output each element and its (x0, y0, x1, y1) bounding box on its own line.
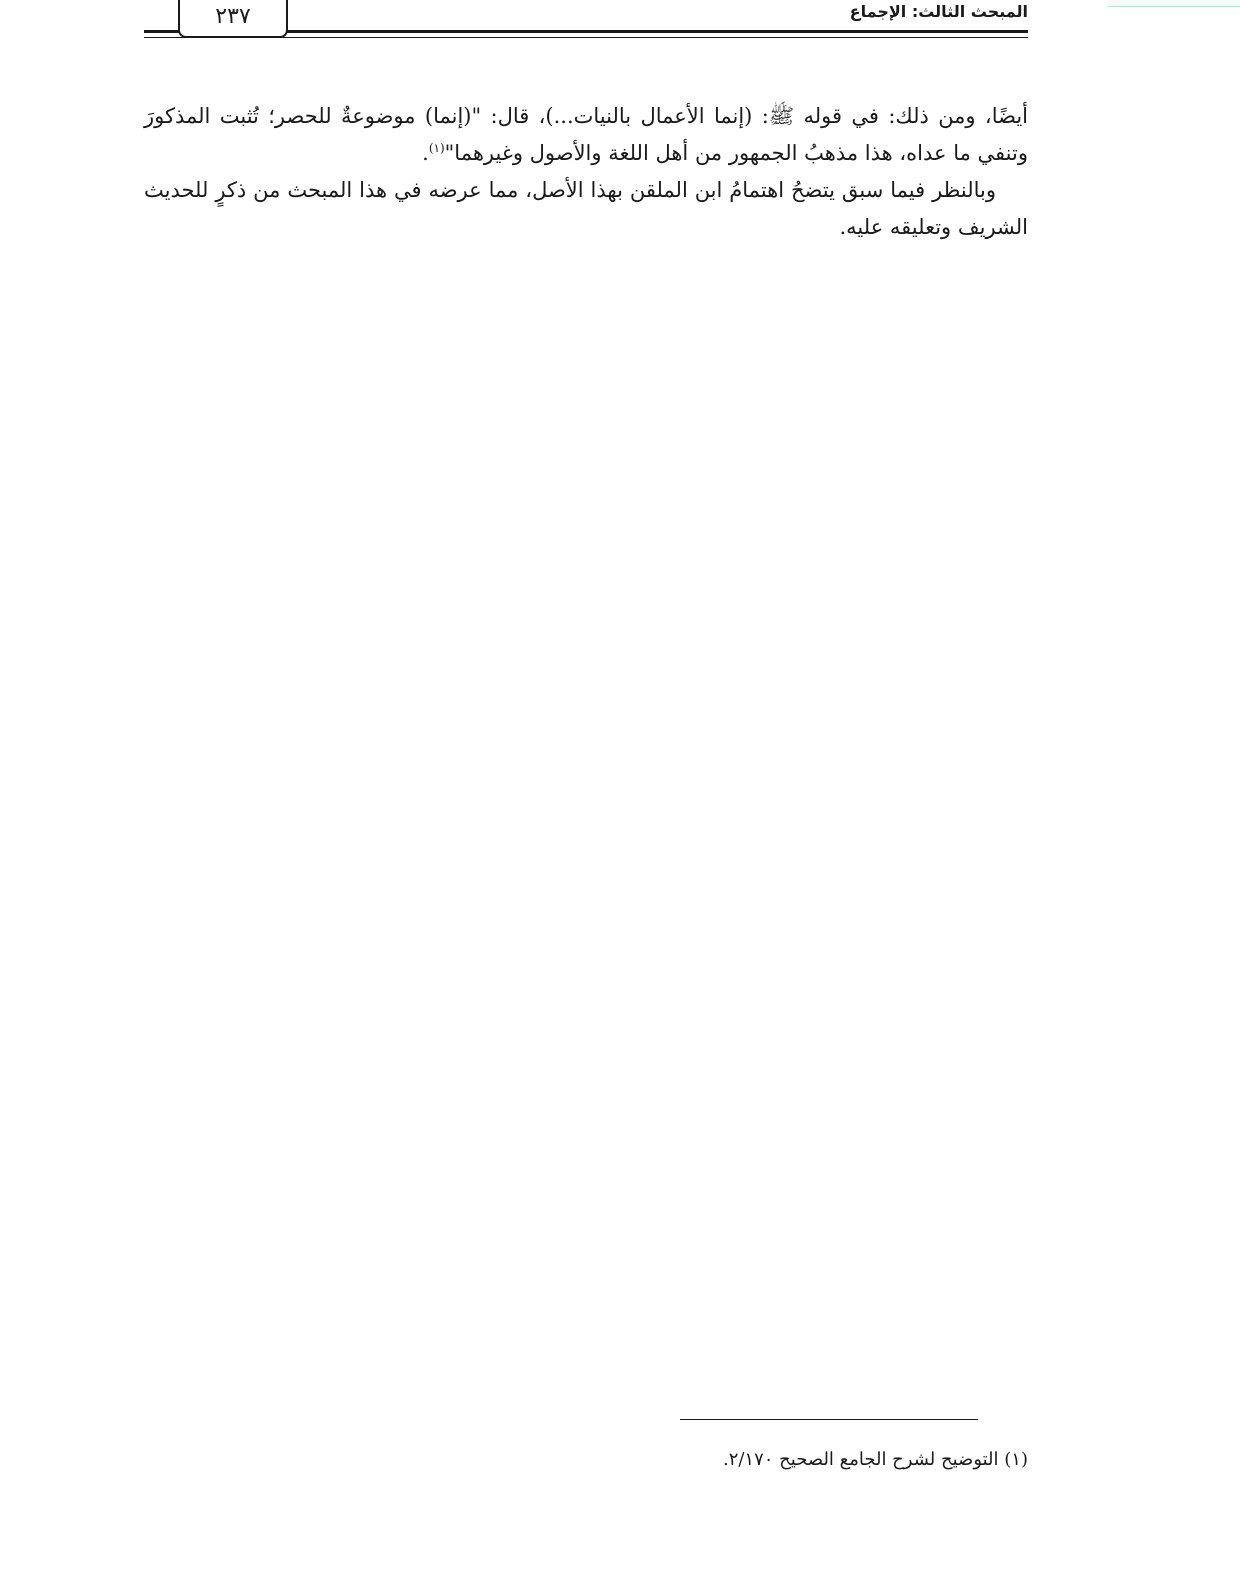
body-text (144, 98, 1028, 246)
paragraph-1-end: . (422, 141, 429, 165)
page-number: ٢٣٧ (178, 0, 288, 38)
running-title: المبحث الثالث: الإجماع (849, 2, 1028, 21)
paragraph-1-text: أيضًا، ومن ذلك: في قوله ﷺ: (إنما الأعمال بالنيات...)، قال: "(إنما) موضوعةٌ للحصر؛ تُثبت المذكورَ وتنفي ما عداه، هذا مذهبُ الجمهور من أهل اللغة والأصول وغيرهما" (144, 104, 1028, 165)
paragraph-2: وبالنظر فيما سبق يتضحُ اهتمامُ ابن الملقن بهذا الأصل، مما عرضه في هذا المبحث من ذكرٍ للحديث الشريف وتعليقه عليه. (144, 178, 1028, 239)
footnote: (١) التوضيح لشرح الجامع الصحيح ٢/١٧٠. (722, 1449, 1028, 1470)
paragraph-1 (144, 98, 1028, 172)
corner-tab (1108, 0, 1240, 7)
footnote-separator (680, 1419, 978, 1420)
footnote-reference[interactable]: (١) (428, 141, 445, 155)
page-header (144, 0, 1028, 44)
